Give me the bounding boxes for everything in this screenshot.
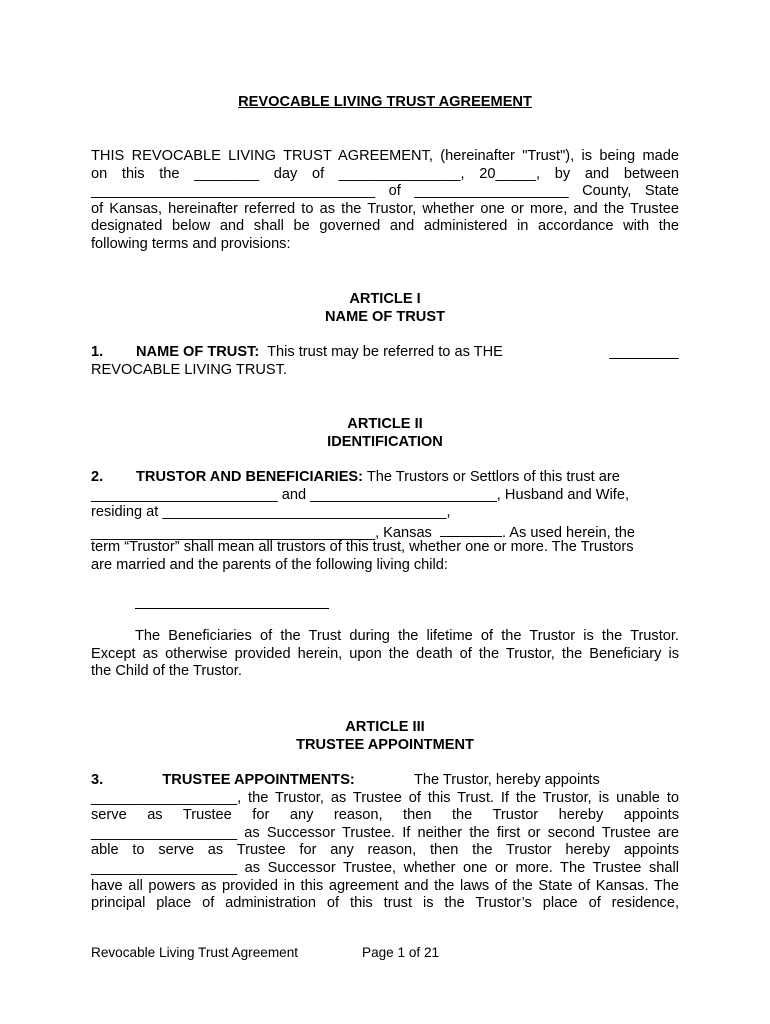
- intro-line: on this the ________ day of _______________, 20_____, by and between: [91, 165, 679, 182]
- section-number: 1.: [91, 344, 104, 360]
- section-text: The Trustor, hereby appoints: [413, 772, 600, 788]
- section-number: 2.: [91, 469, 104, 485]
- body-line: __________________ as Successor Trustee. If neither the first or second Trustee are: [91, 824, 679, 841]
- body-line: have all powers as provided in this agreement and the laws of the State of Kansas. The: [91, 877, 679, 894]
- body-line: principal place of administration of this trust is the Trustor’s place of residence,: [91, 895, 679, 912]
- blank-line: [440, 522, 502, 537]
- body-line: __________________ as Successor Trustee, whether one or more. The Trustee shall: [91, 859, 679, 876]
- section-text: term “Trustor” shall mean all trustors of this trust, whether one or more. The Trustors: [91, 539, 634, 556]
- article-2-subheading: IDENTIFICATION: [327, 434, 443, 450]
- intro-line: designated below and shall be governed and administered in accordance with the: [91, 218, 679, 235]
- footer-title: Revocable Living Trust Agreement: [91, 945, 299, 960]
- section-2: [91, 469, 679, 575]
- intro-line: following terms and provisions:: [91, 235, 291, 252]
- intro-paragraph: [91, 148, 679, 254]
- section-text: ___________________________________, Kansas: [91, 524, 432, 541]
- section-3: [91, 772, 679, 913]
- section-text: The Trustors or Settlors of this trust are: [366, 469, 620, 485]
- intro-line: of Kansas, hereinafter referred to as the Trustor, whether one or more, and the Trustee: [91, 200, 679, 217]
- article-2-heading: ARTICLE II: [347, 416, 423, 432]
- body-line: the Child of the Trustor.: [91, 663, 242, 680]
- section-text: REVOCABLE LIVING TRUST.: [91, 361, 287, 378]
- article-3-subheading: TRUSTEE APPOINTMENT: [296, 737, 474, 753]
- section-text: This trust may be referred to as THE: [267, 344, 503, 360]
- section-label: TRUSTEE APPOINTMENTS:: [162, 772, 355, 788]
- article-1-heading: ARTICLE I: [349, 291, 421, 307]
- intro-line: ___________________________________ of ___________________ County, State: [91, 183, 679, 200]
- article-1-subheading: NAME OF TRUST: [325, 309, 445, 325]
- blank-line: [609, 344, 679, 359]
- document-title: REVOCABLE LIVING TRUST AGREEMENT: [238, 94, 532, 110]
- section-text: _______________________ and _______________________, Husband and Wife,: [91, 486, 630, 503]
- section-number: 3.: [91, 772, 104, 788]
- footer-page-number: Page 1 of 21: [362, 945, 440, 960]
- article-3-heading: ARTICLE III: [345, 719, 425, 735]
- section-1: [91, 344, 679, 379]
- section-label: TRUSTOR AND BENEFICIARIES:: [136, 469, 364, 485]
- section-text: are married and the parents of the following living child:: [91, 556, 448, 573]
- intro-line: THIS REVOCABLE LIVING TRUST AGREEMENT, (hereinafter "Trust"), is being made: [91, 148, 679, 164]
- beneficiaries-paragraph: [91, 628, 679, 681]
- body-line: Except as otherwise provided herein, upon the death of the Trustor, the Beneficiary is: [91, 645, 679, 662]
- body-line: serve as Trustee for any reason, then the Trustor hereby appoints: [91, 807, 679, 824]
- section-label: NAME OF TRUST:: [136, 344, 260, 360]
- child-name-blank: [135, 608, 329, 609]
- body-line: __________________, the Trustor, as Trustee of this Trust. If the Trustor, is unable to: [91, 789, 679, 806]
- body-line: able to serve as Trustee for any reason, then the Trustor hereby appoints: [91, 842, 679, 859]
- section-text: . As used herein, the: [501, 524, 636, 541]
- section-text: residing at ___________________________________,: [91, 504, 451, 521]
- body-line: The Beneficiaries of the Trust during the lifetime of the Trustor is the Trustor.: [135, 628, 679, 644]
